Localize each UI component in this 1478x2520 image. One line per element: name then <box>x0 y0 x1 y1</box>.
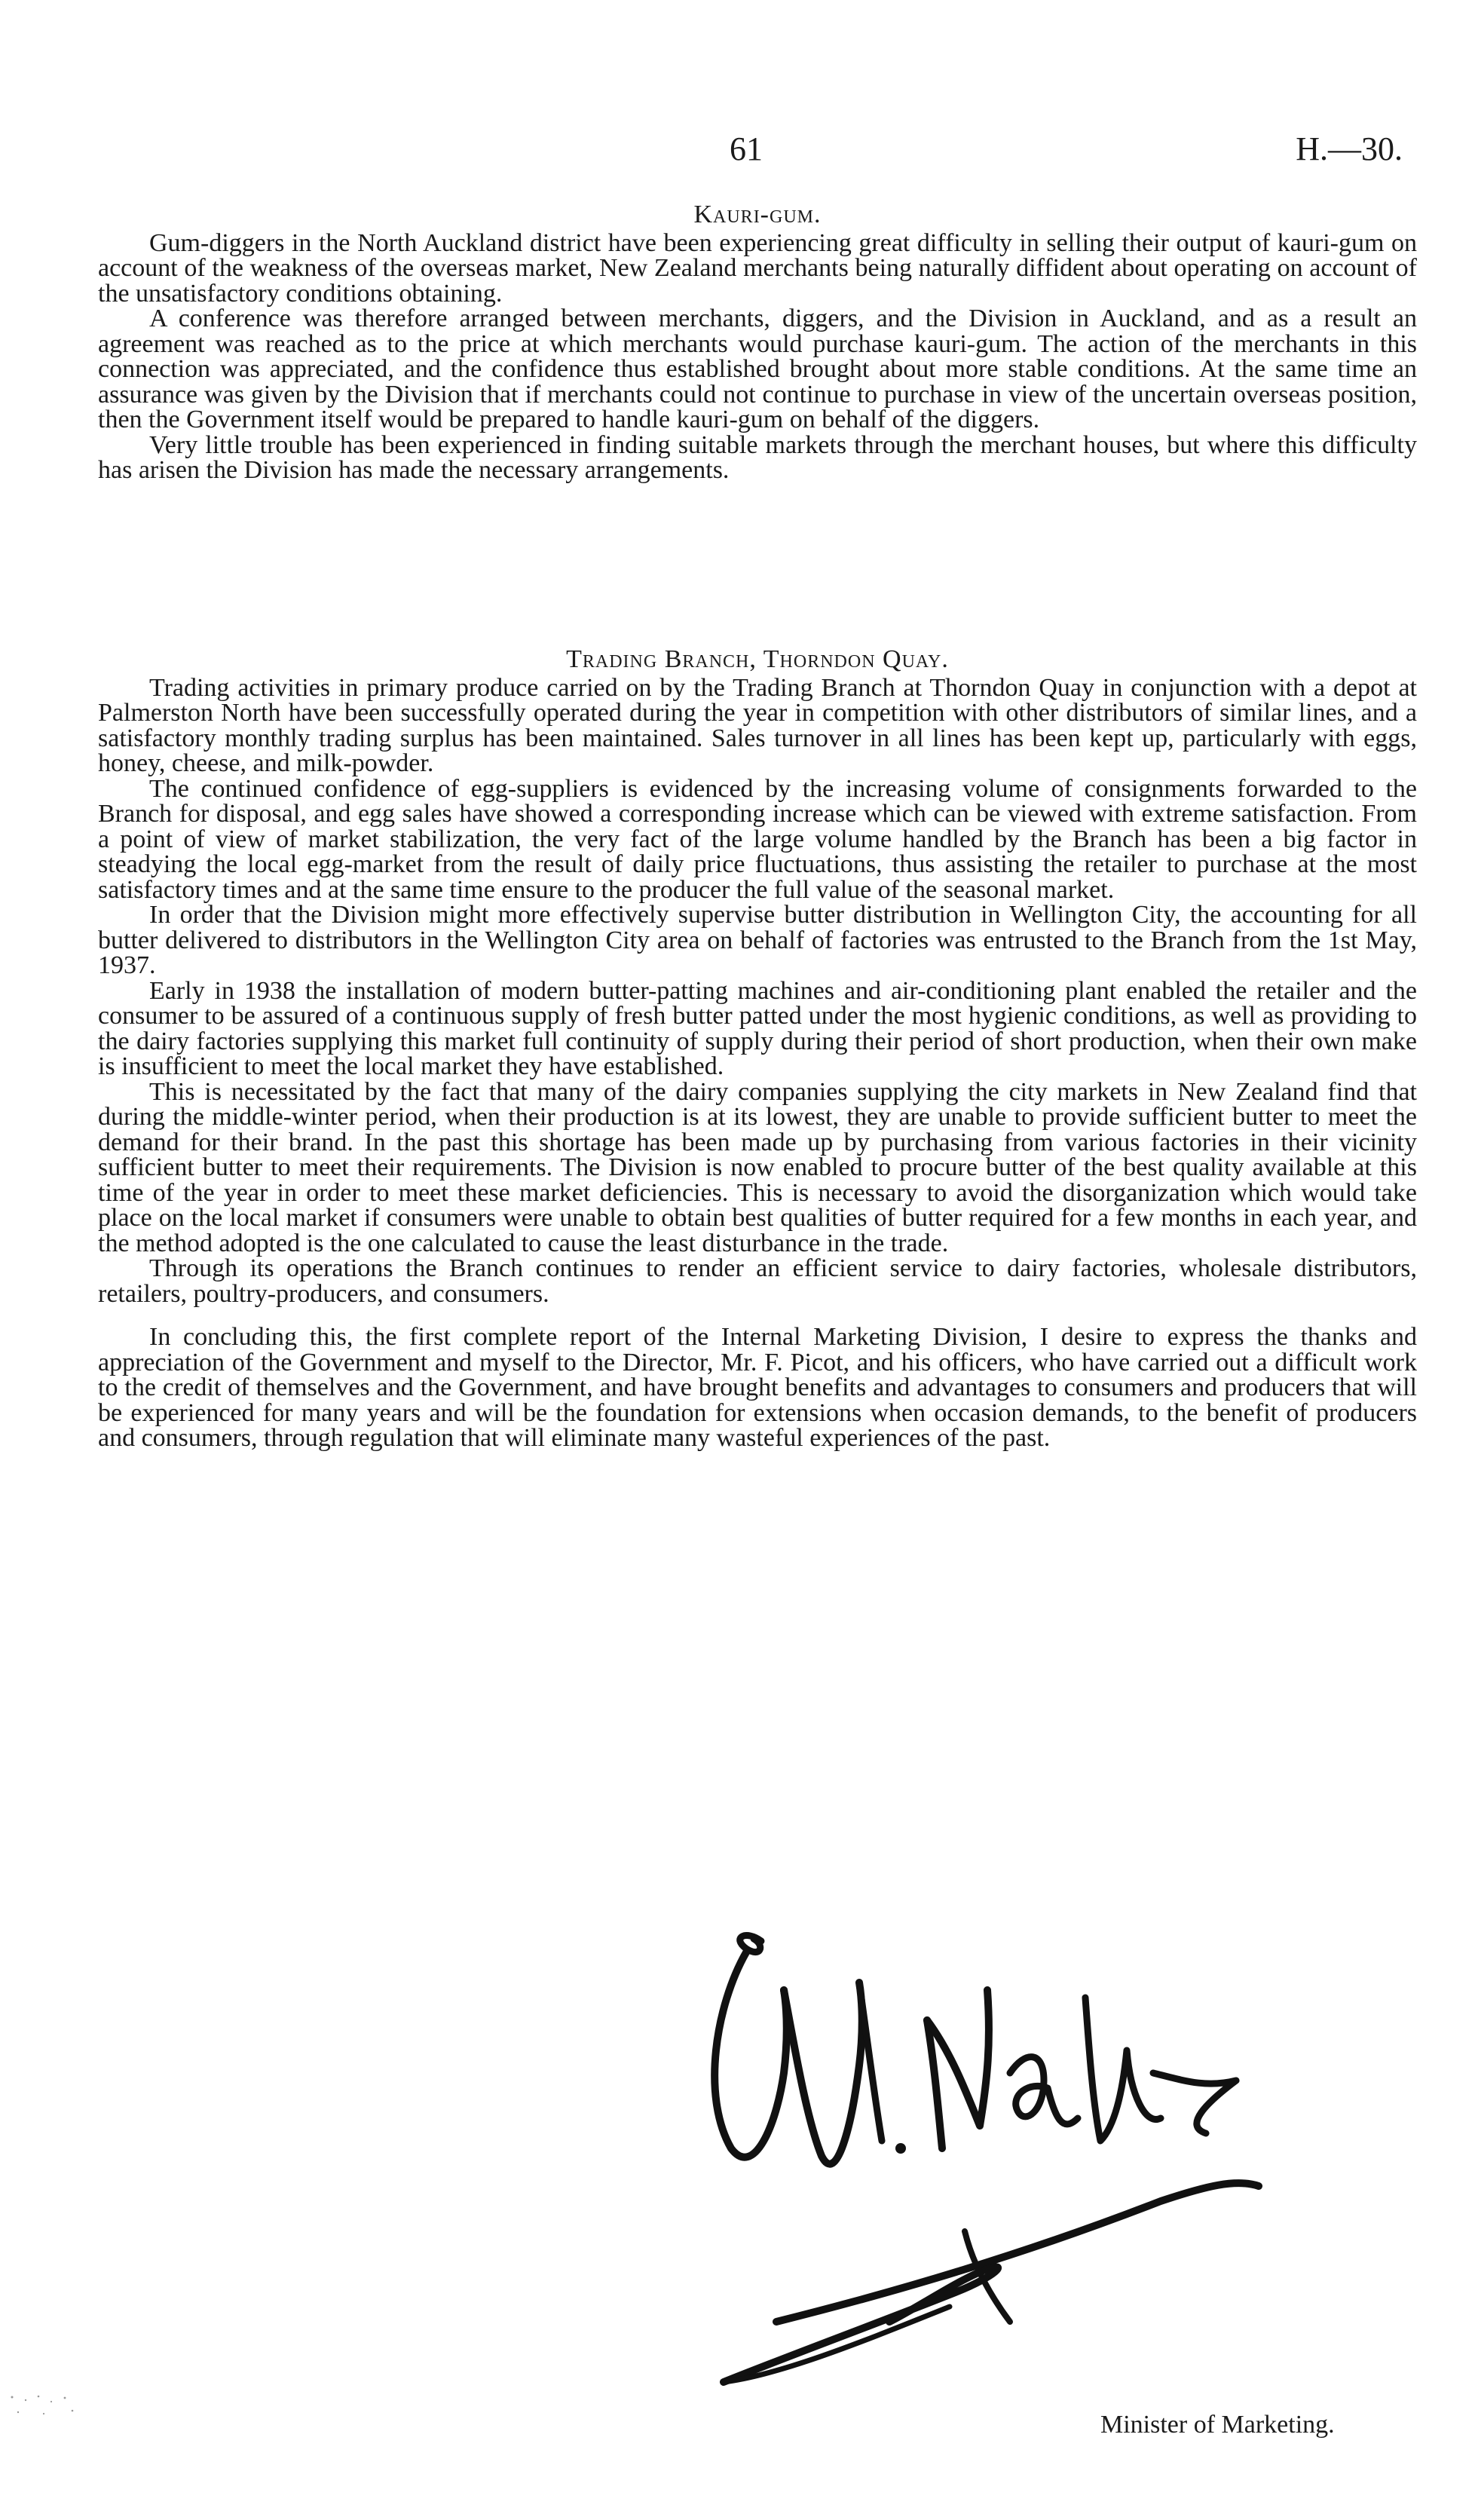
paragraph: A conference was therefore arranged between merchants, diggers, and the Division in Auckland, and as a result an agreement was reached as to the price at which merchants would purchase kauri-gum. The action of the merchants in this connection was appreciated, and the confidence thus established brought about more stable conditions. At the same time an assurance was given by the Division that if merchants could not continue to purchase in view of the uncertain overseas position, then the Government itself would be prepared to handle kauri-gum on behalf of the diggers. <box>98 305 1417 433</box>
paragraph: This is necessitated by the fact that many of the dairy companies supplying the city markets in New Zealand find that during the middle-winter period, when their production is at its lowest, they are unable to provide sufficient butter to meet the demand for their brand. In the past this shortage has been made up by purchasing from various factories in their vicinity sufficient butter to meet their requirements. The Division is now enabled to procure butter of the best quality available at this time of the year in order to meet these market deficiencies. This is necessary to avoid the disorganization which would take place on the local market if consumers were unable to obtain best qualities of butter required for a few months in each year, and the method adopted is the one calculated to cause the least disturbance in the trade. <box>98 1077 1417 1257</box>
paragraph: Very little trouble has been experienced in finding suitable markets through the merchant houses, but where this difficulty has arisen the Division has made the necessary arrangements. <box>98 430 1417 484</box>
concluding-paragraph: In concluding this, the first complete report of the Internal Marketing Division, I desire to express the thanks and appreciation of the Government and myself to the Director, Mr. F. Picot, and his officers, who have carried out a difficult work to the credit of themselves and the Government, and have brought benefits and advantages to consumers and producers that will be experienced for many years and will be the foundation for extensions when occasion demands, to the benefit of producers and consumers, through regulation that will eliminate many wasteful experiences of the past. <box>98 1323 1417 1452</box>
paragraph: Trading activities in primary produce carried on by the Trading Branch at Thorndon Quay in conjunction with a depot at Palmerston North have been successfully operated during the year in competition with other distributors of similar lines, and a satisfactory monthly trading surplus has been maintained. Sales turnover in all lines has been kept up, particularly with eggs, honey, cheese, and milk-powder. <box>98 673 1417 777</box>
paragraph: Through its operations the Branch continues to render an efficient service to dairy factories, wholesale distributors, retailers, poultry-producers, and consumers. <box>98 1254 1417 1308</box>
section-heading-trading-branch: Trading Branch, Thorndon Quay. <box>566 645 949 673</box>
kauri-gum-section <box>98 202 1417 483</box>
margin-speckle <box>5 2390 95 2420</box>
paragraph: In order that the Division might more effectively supervise butter distribution in Wellington City, the accounting for all butter delivered to distributors in the Wellington City area on behalf of factories was entrusted to the Branch from the 1st May, 1937. <box>98 901 1417 979</box>
paragraph: Gum-diggers in the North Auckland district have been experiencing great difficulty in selling their output of kauri-gum on account of the weakness of the overseas market, New Zealand merchants being naturally diffident about operating on account of the unsatisfactory conditions obtaining. <box>98 228 1417 308</box>
section-heading-kauri-gum: Kauri-gum. <box>693 201 822 228</box>
trading-branch-section <box>98 647 1417 1451</box>
handwritten-signature <box>633 1900 1342 2427</box>
paragraph: Early in 1938 the installation of modern butter-patting machines and air-conditioning plant enabled the retailer and the consumer to be assured of a continuous supply of fresh butter patted under the most hygienic conditions, as well as providing to the dairy factories supplying this market full continuity of supply during their period of short production, when their own make is insufficient to meet the local market they have established. <box>98 976 1417 1080</box>
signer-title: Minister of Marketing. <box>1100 2411 1335 2439</box>
page-number: 61 <box>730 130 763 167</box>
paragraph: The continued confidence of egg-suppliers is evidenced by the increasing volume of consignments forwarded to the Branch for disposal, and egg sales have showed a corresponding increase which can be viewed with extreme satisfaction. From a point of view of market stabilization, the very fact of the large volume handled by the Branch has been a big factor in steadying the local egg-market from the result of daily price fluctuations, thus assisting the retailer to purchase at the most satisfactory times and at the same time ensure to the producer the full value of the seasonal market. <box>98 774 1417 904</box>
document-reference: H.—30. <box>1296 130 1403 167</box>
